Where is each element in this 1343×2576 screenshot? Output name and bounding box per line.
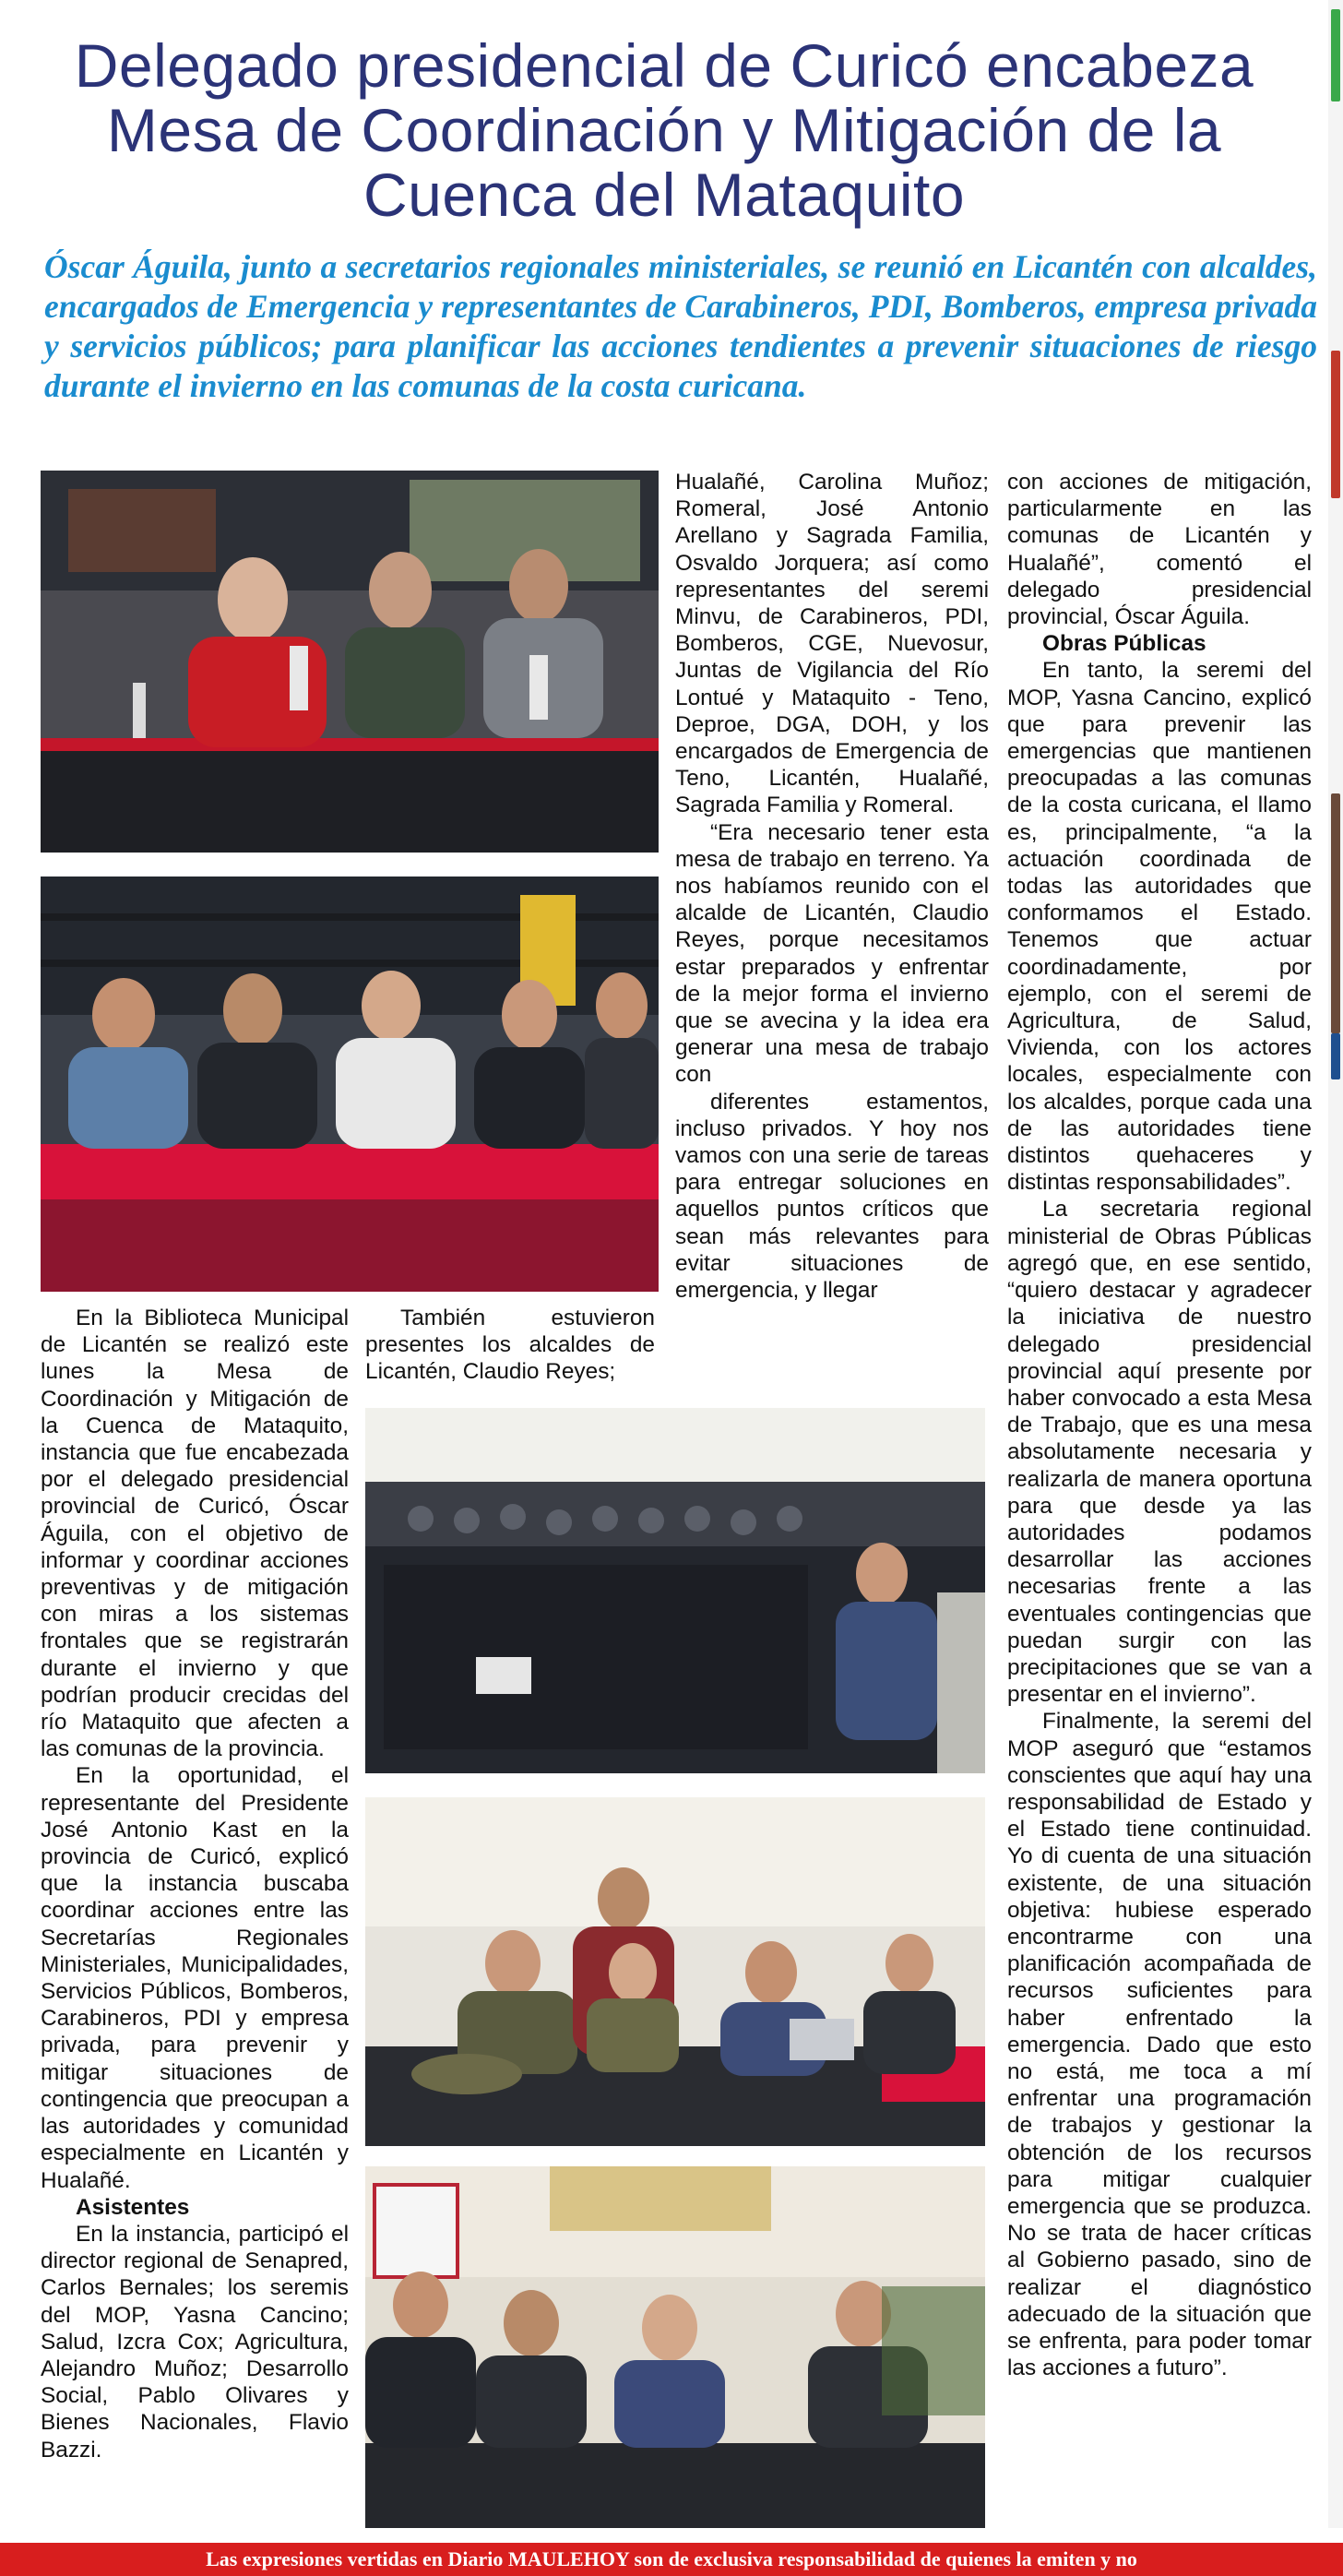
headline-line: Delegado presidencial de Curicó encabeza (74, 31, 1254, 100)
photo-officials-microphone (365, 2166, 985, 2528)
body-paragraph: En la instancia, participó el director regional de Senapred, Carlos Bernales; los seremis del MOP, Yasna Cancino; Salud, Izcra Cox; Agricultura, Alejandro Muñoz; Desarrollo Social, Pablo Olivares y Bienes Nacionales, Flavio Bazzi. (41, 2221, 349, 2463)
body-paragraph: En la oportunidad, el representante del Presidente José Antonio Kast en la provincia de Curicó, explicó que la instancia buscaba coordinar acciones entre las Secretarías Regionales Ministeriales, Municipalidades, Servicios Públicos, Bomberos, Carabineros, PDI y empresa privada, para prevenir y mitigar situaciones de contingencia que preocupan a las autoridades y comunidad especialmente en Licantén y Hualañé. (41, 1763, 349, 2193)
body-paragraph: Hualañé, Carolina Muñoz; Romeral, José Antonio Arellano y Sagrada Familia, Osvaldo Jorquera; así como representantes del seremi Minvu, de Carabineros, PDI, Bomberos, CGE, Nuevosur, Juntas de Vigilancia del Río Lontué y Mataquito - Teno, Deproe, DGA, DOH, y los encargados de Emergencia de Teno, Licantén, Hualañé, Sagrada Familia y Romeral. (675, 470, 989, 818)
article-column-3 (675, 469, 989, 1304)
deck-summary: Óscar Águila, junto a secretarios regionales ministeriales, se reunió en Licantén con alcaldes, encargados de Emergencia y representantes de Carabineros, PDI, Bomberos, empresa privada y servicios públicos; para planificar las acciones tendientes a prevenir situaciones de riesgo durante el invierno en las comunas de la costa curicana. (44, 248, 1317, 404)
photo-meeting-room-wide (365, 1408, 985, 1773)
body-paragraph: También estuvieron presentes los alcaldes de Licantén, Claudio Reyes; (365, 1306, 655, 1385)
headline-line: Cuenca del Mataquito (362, 161, 966, 229)
body-paragraph: En la Biblioteca Municipal de Licantén se realizó este lunes la Mesa de Coordinación y Mitigación de la Cuenca de Mataquito, instancia que fue encabezada por el delegado presidencial provincial de Curicó, Óscar Águila, con el objetivo de informar y coordinar acciones preventivas y de mitigación con miras a los sistemas frontales que se registrarán durante el invierno y que podrían producir crecidas del río Mataquito que afecten a las comunas de la provincia. (41, 1306, 349, 1762)
body-paragraph: “Era necesario tener esta mesa de trabajo en terreno. Ya nos habíamos reunido con el alcalde de Licantén, Claudio Reyes, porque necesitamos estar preparados y enfrentar de la mejor forma el invierno que se avecina y la idea era generar una mesa de trabajo con (675, 819, 989, 1088)
body-paragraph: Finalmente, la seremi del MOP aseguró que “estamos conscientes que aquí hay una responsabilidad de Estado y el Estado tiene continuidad. Yo di cuenta de una situación existente, de una situación objetiva: hubiese esperado encontrarme con una planificación acompañada de recursos suficientes para haber enfrentado la emergencia. Dado que esto no está, me toca a mí enfrentar una programación de trabajos y gestionar la obtención de los recursos para mitigar cualquier emergencia que se produzca. No se trata de hacer críticas al Gobierno pasado, sino de realizar el diagnóstico adecuado de la situación que se enfrenta, para poder tomar las acciones a futuro”. (1007, 1709, 1312, 2381)
section-heading-obras-publicas: Obras Públicas (1042, 631, 1206, 657)
body-paragraph: con acciones de mitigación, particularmente en las comunas de Licantén y Hualañé”, comentó el delegado presidencial provincial, Óscar Águila. (1007, 470, 1312, 630)
adjacent-page-edge (1328, 0, 1343, 2528)
body-paragraph: diferentes estamentos, incluso privados. Y hoy nos vamos con una serie de tareas para entregar soluciones en aquellos puntos críticos que sean más relevantes para evitar situaciones de emergencia, y llegar (675, 1089, 989, 1304)
article-column-4 (1007, 469, 1312, 2381)
body-paragraph: En tanto, la seremi del MOP, Yasna Cancino, explicó que para prevenir las emergencias que mantienen preocupadas a las comunas de la costa curicana, el llamo es, principalmente, “a la actuación coordinada de todas las autoridades que conformamos el Estado. Tenemos que actuar coordinadamente, por ejemplo, con el seremi de Agricultura, de Salud, Vivienda, con los actores locales, especialmente con los alcaldes, porque cada una de las autoridades tiene distintos quehaceres y distintas responsabilidades”. (1007, 658, 1312, 1196)
photo-officials-table (41, 471, 659, 853)
section-heading-asistentes: Asistentes (76, 2194, 190, 2220)
article-column-2 (365, 1305, 655, 1386)
photo-uniformed-officers (365, 1797, 985, 2146)
footer-disclaimer: Las expresiones vertidas en Diario MAULEHOY son de exclusiva responsabilidad de quienes la emiten y no (0, 2543, 1343, 2576)
photo-officials-red-table (41, 877, 659, 1292)
headline (28, 33, 1301, 227)
article-column-1 (41, 1305, 349, 2463)
headline-line: Mesa de Coordinación y Mitigación de la (106, 96, 1222, 164)
body-paragraph: La secretaria regional ministerial de Obras Públicas agregó que, en ese sentido, “quiero destacar y agradecer la iniciativa de nuestro delegado presidencial provincial aquí presente por haber convocado a esta Mesa de Trabajo, que es una mesa absolutamente necesaria y realizarla de manera oportuna para que desde ya las autoridades podamos desarrollar las acciones necesarias frente a las eventuales contingencias que puedan surgir con las precipitaciones que se van a presentar en el invierno”. (1007, 1197, 1312, 1708)
